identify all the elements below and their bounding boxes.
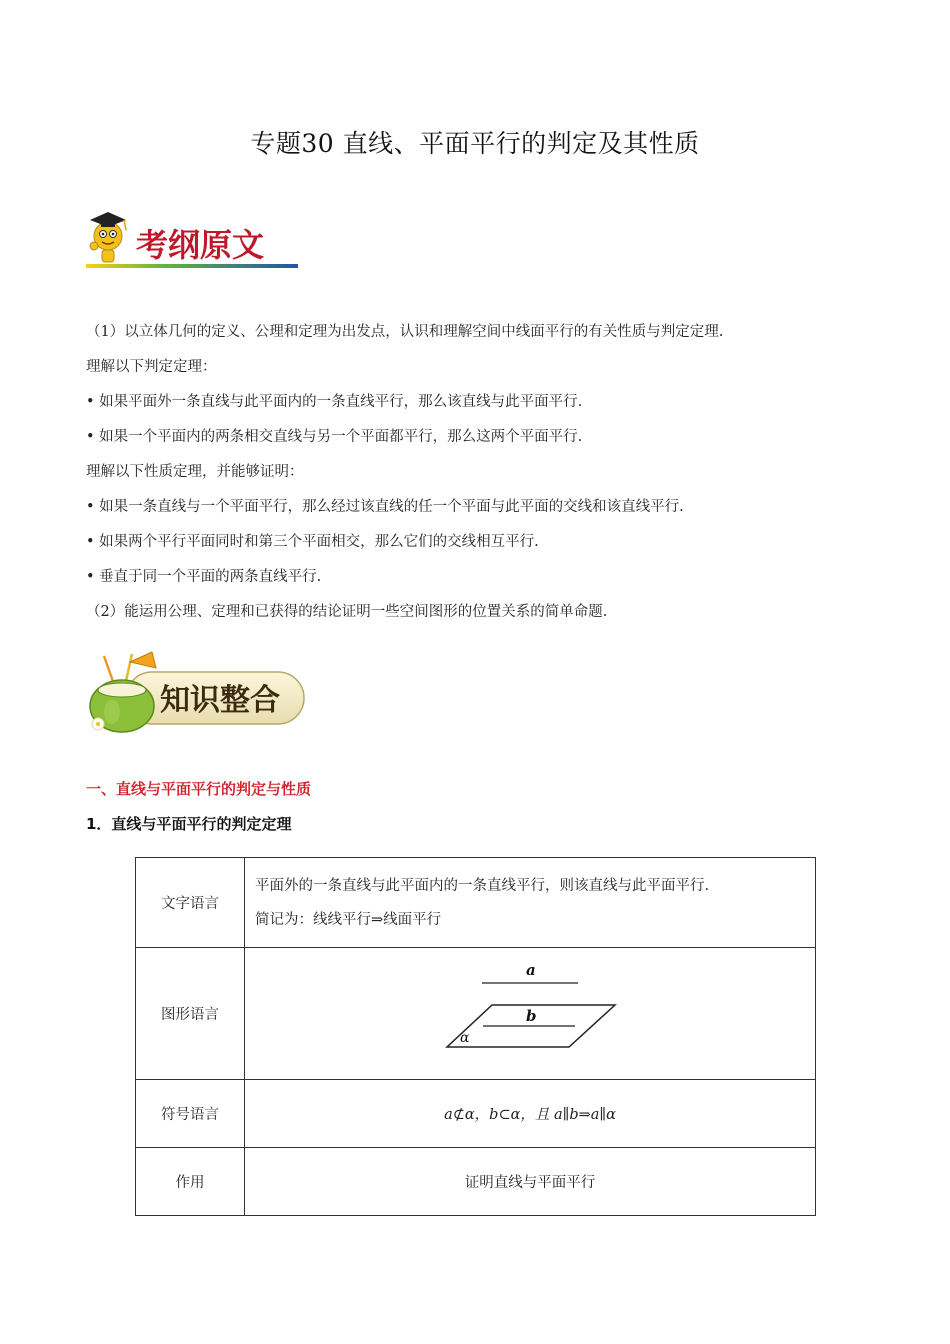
outline-badge-text: 考纲原文 (136, 226, 265, 264)
coconut-drink-icon (90, 652, 156, 732)
plane-alpha-label: α (460, 1029, 470, 1046)
table-row (136, 858, 816, 948)
outline-line-1: （1）以立体几何的定义、公理和定理为出发点，认识和理解空间中线面平行的有关性质与判定定理. (86, 324, 724, 340)
symbol-language-value: a⊄α，b⊂α，且 a∥b⇒a∥α (444, 1107, 616, 1123)
outline-badge (86, 200, 306, 272)
row-label-text-language: 文字语言 (136, 858, 245, 948)
table-row (136, 1080, 816, 1148)
table-row (136, 948, 816, 1080)
text-language-line-1: 平面外的一条直线与此平面内的一条直线平行，则该直线与此平面平行. (255, 877, 710, 894)
graduate-mascot-icon (90, 212, 126, 262)
section-heading: 一、直线与平面平行的判定与性质 (86, 780, 312, 798)
usage-value: 证明直线与平面平行 (464, 1175, 596, 1191)
outline-line-5: 理解以下性质定理，并能够证明： (86, 464, 304, 480)
row-label-figure-language: 图形语言 (136, 948, 245, 1080)
line-b-label: b (526, 1006, 537, 1025)
knowledge-badge (86, 650, 308, 738)
theorem-table (135, 857, 816, 1216)
outline-line-4: • 如果一个平面内的两条相交直线与另一个平面都平行，那么这两个平面平行. (86, 429, 583, 445)
text-language-line-2: 简记为：线线平行⇒线面平行 (255, 911, 442, 928)
line-a-label: a (526, 960, 536, 979)
outline-line-7: • 如果两个平行平面同时和第三个平面相交，那么它们的交线相互平行. (86, 534, 539, 550)
row-label-usage: 作用 (136, 1148, 245, 1216)
outline-line-2: 理解以下判定定理： (86, 359, 217, 375)
outline-line-9: （2）能运用公理、定理和已获得的结论证明一些空间图形的位置关系的简单命题. (86, 604, 608, 620)
outline-line-3: • 如果平面外一条直线与此平面内的一条直线平行，那么该直线与此平面平行. (86, 394, 583, 410)
page-title: 专题30 直线、平面平行的判定及其性质 (250, 129, 700, 158)
subsection-heading: 1．直线与平面平行的判定定理 (86, 815, 292, 833)
table-row (136, 1148, 816, 1216)
usage-cell (245, 1148, 816, 1216)
knowledge-badge-text: 知识整合 (160, 683, 280, 718)
outline-line-6: • 如果一条直线与一个平面平行，那么经过该直线的任一个平面与此平面的交线和该直线平行. (86, 499, 684, 515)
row-label-symbol-language: 符号语言 (136, 1080, 245, 1148)
figure-cell (245, 948, 816, 1080)
outline-line-8: • 垂直于同一个平面的两条直线平行. (86, 569, 322, 585)
text-language-cell (245, 858, 816, 948)
symbol-language-cell (245, 1080, 816, 1148)
plane-line-figure (245, 949, 815, 1079)
